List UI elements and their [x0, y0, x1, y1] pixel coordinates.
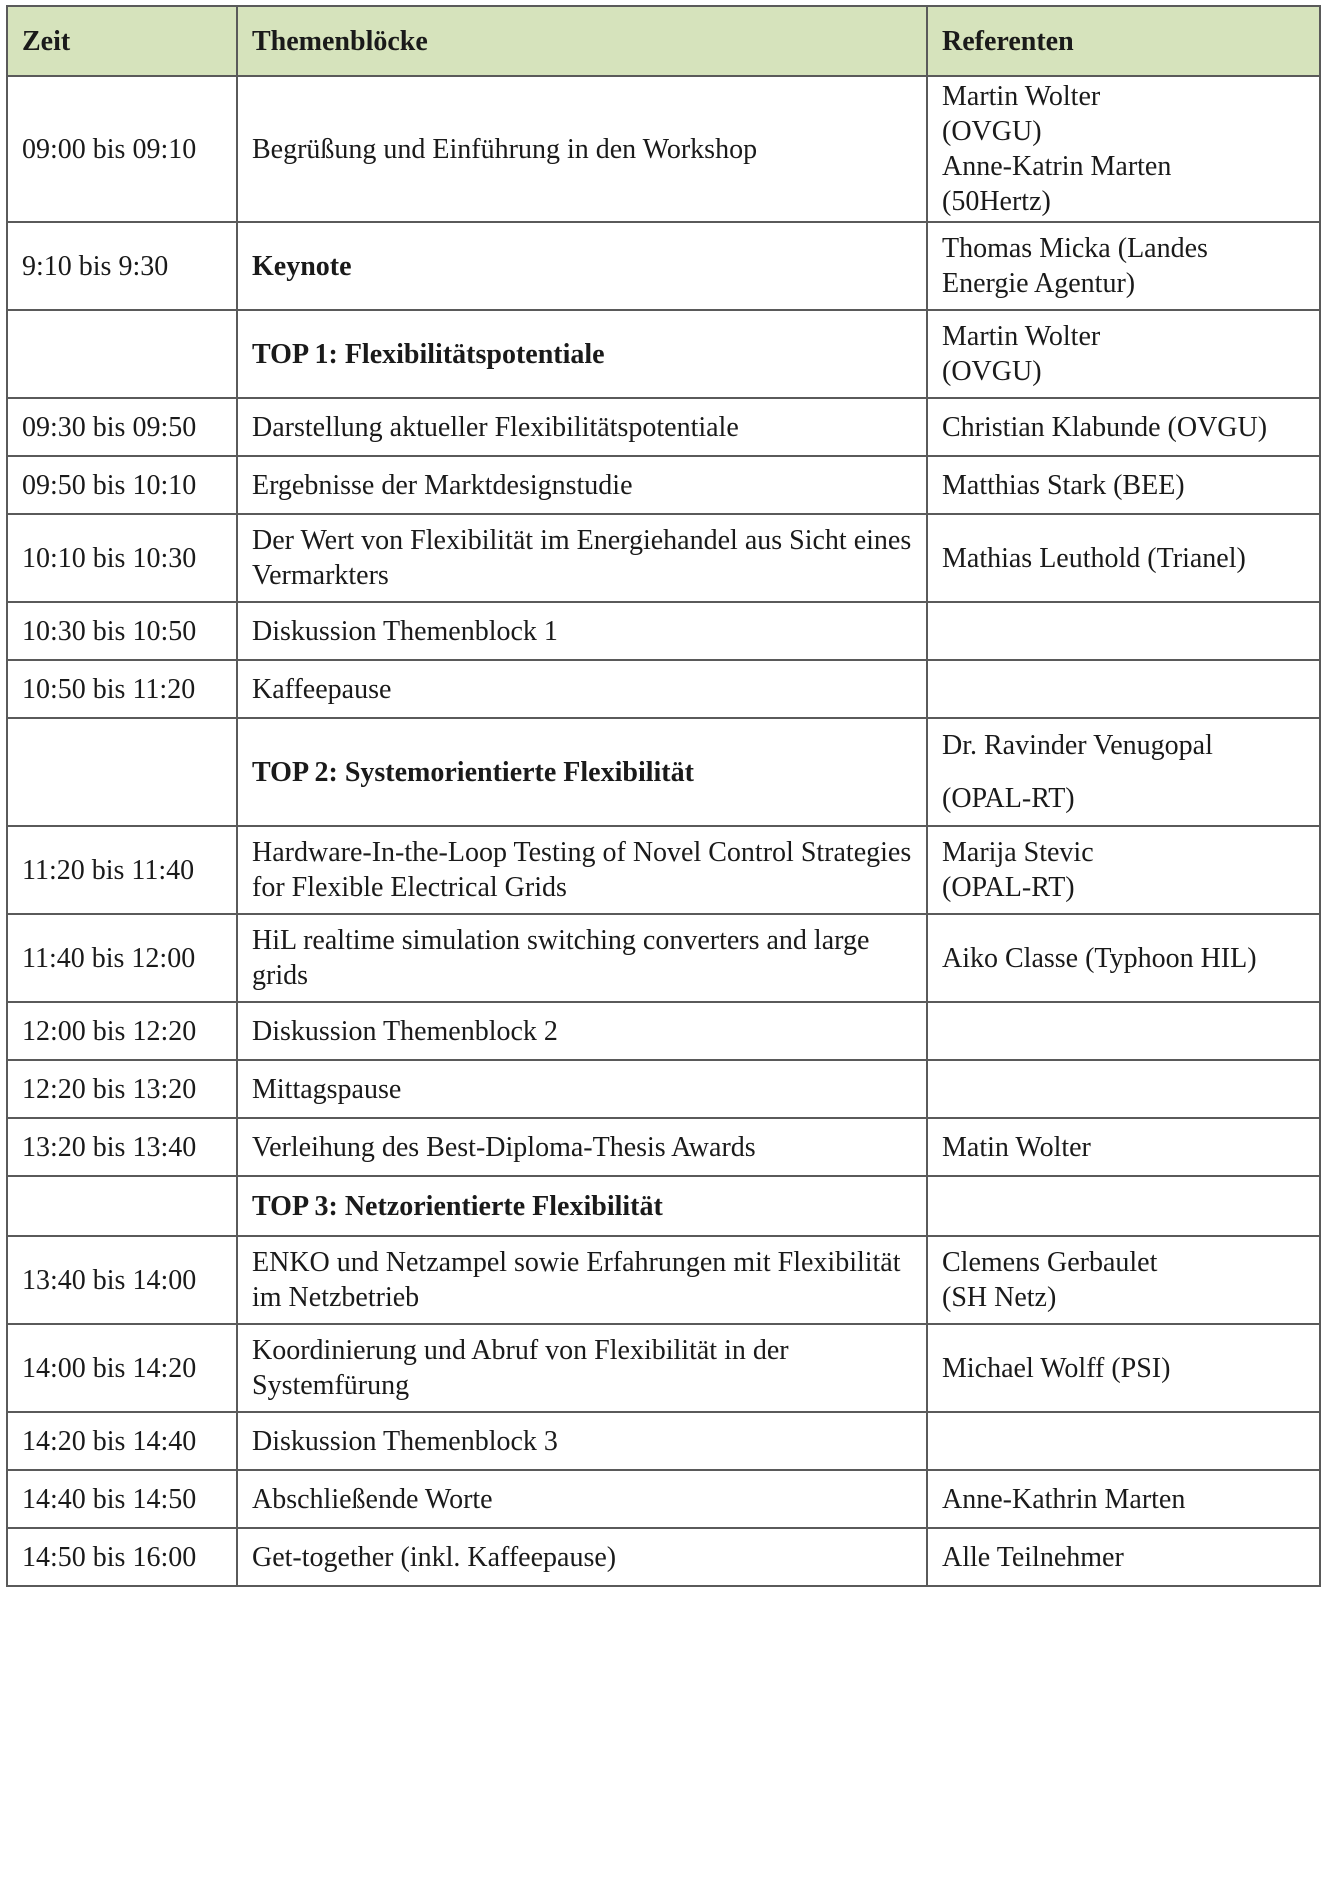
table-row: [7, 1412, 1320, 1470]
time-cell: 12:00 bis 12:20: [7, 1002, 237, 1060]
speaker-line: Matin Wolter: [942, 1131, 1091, 1163]
time-cell: [7, 718, 237, 826]
topic-cell: Verleihung des Best-Diploma-Thesis Awards: [237, 1118, 927, 1176]
speaker-cell: [927, 914, 1320, 1002]
topic-cell: Der Wert von Flexibilität im Energiehandel aus Sicht eines Vermarkters: [237, 514, 927, 602]
time-cell: 09:00 bis 09:10: [7, 76, 237, 222]
table-row: [7, 1002, 1320, 1060]
time-cell: 11:20 bis 11:40: [7, 826, 237, 914]
topic-cell: Get-together (inkl. Kaffeepause): [237, 1528, 927, 1586]
topic-cell: TOP 2: Systemorientierte Flexibilität: [237, 718, 927, 826]
time-cell: 12:20 bis 13:20: [7, 1060, 237, 1118]
speaker-cell: [927, 1176, 1320, 1236]
speaker-cell: [927, 1002, 1320, 1060]
topic-cell: Hardware-In-the-Loop Testing of Novel Control Strategies for Flexible Electrical Grids: [237, 826, 927, 914]
topic-cell: TOP 1: Flexibilitätspotentiale: [237, 310, 927, 398]
speaker-line: Mathias Leuthold (Trianel): [942, 542, 1246, 574]
topic-cell: Abschließende Worte: [237, 1470, 927, 1528]
speaker-line: Michael Wolff (PSI): [942, 1352, 1171, 1384]
speaker-cell: [927, 1528, 1320, 1586]
agenda-table: [6, 5, 1321, 1587]
speaker-cell: [927, 222, 1320, 310]
topic-cell: ENKO und Netzampel sowie Erfahrungen mit Flexibilität im Netzbetrieb: [237, 1236, 927, 1324]
topic-cell: Ergebnisse der Marktdesignstudie: [237, 456, 927, 514]
time-cell: 13:20 bis 13:40: [7, 1118, 237, 1176]
topic-cell: Koordinierung und Abruf von Flexibilität in der Systemfürung: [237, 1324, 927, 1412]
speaker-line: Matthias Stark (BEE): [942, 469, 1185, 501]
speaker-cell: [927, 310, 1320, 398]
table-row: [7, 1236, 1320, 1324]
speaker-cell: [927, 514, 1320, 602]
speaker-line: Martin Wolter: [942, 81, 1101, 112]
speaker-line: Energie Agentur): [942, 268, 1136, 299]
time-cell: [7, 310, 237, 398]
time-cell: [7, 1176, 237, 1236]
speaker-line: Aiko Classe (Typhoon HIL): [942, 942, 1257, 974]
header-row: [7, 6, 1320, 76]
speaker-line: Alle Teilnehmer: [942, 1541, 1124, 1573]
table-row: [7, 310, 1320, 398]
time-cell: 14:20 bis 14:40: [7, 1412, 237, 1470]
table-row: [7, 718, 1320, 826]
topic-cell: Kaffeepause: [237, 660, 927, 718]
speaker-line: (OVGU): [942, 116, 1042, 147]
speaker-line: (OVGU): [942, 356, 1042, 387]
topic-cell: Diskussion Themenblock 3: [237, 1412, 927, 1470]
speaker-line: Clemens Gerbaulet: [942, 1247, 1158, 1278]
speaker-cell: [927, 398, 1320, 456]
speaker-line: (OPAL-RT): [942, 783, 1075, 814]
speaker-cell: [927, 456, 1320, 514]
speaker-line: Marija Stevic: [942, 837, 1094, 868]
speaker-cell: [927, 602, 1320, 660]
topic-cell: Diskussion Themenblock 2: [237, 1002, 927, 1060]
header-zeit: Zeit: [7, 6, 237, 76]
topic-cell: Darstellung aktueller Flexibilitätspotentiale: [237, 398, 927, 456]
topic-cell: Mittagspause: [237, 1060, 927, 1118]
topic-cell: Keynote: [237, 222, 927, 310]
time-cell: 9:10 bis 9:30: [7, 222, 237, 310]
header-themenbloecke: Themenblöcke: [237, 6, 927, 76]
time-cell: 13:40 bis 14:00: [7, 1236, 237, 1324]
table-row: [7, 222, 1320, 310]
topic-cell: TOP 3: Netzorientierte Flexibilität: [237, 1176, 927, 1236]
table-row: [7, 456, 1320, 514]
speaker-cell: [927, 1060, 1320, 1118]
table-row: [7, 1324, 1320, 1412]
table-row: [7, 1060, 1320, 1118]
agenda-body: [7, 76, 1320, 1586]
table-row: [7, 914, 1320, 1002]
speaker-cell: [927, 1470, 1320, 1528]
table-row: [7, 514, 1320, 602]
speaker-cell: [927, 1412, 1320, 1470]
table-row: [7, 660, 1320, 718]
header-referenten: Referenten: [927, 6, 1320, 76]
agenda-table-container: [6, 5, 1321, 1587]
time-cell: 14:00 bis 14:20: [7, 1324, 237, 1412]
time-cell: 11:40 bis 12:00: [7, 914, 237, 1002]
time-cell: 09:50 bis 10:10: [7, 456, 237, 514]
time-cell: 10:50 bis 11:20: [7, 660, 237, 718]
speaker-cell: [927, 826, 1320, 914]
speaker-line: Martin Wolter: [942, 321, 1101, 352]
table-row: [7, 1528, 1320, 1586]
speaker-cell: [927, 1118, 1320, 1176]
speaker-cell: [927, 660, 1320, 718]
speaker-line: (50Hertz): [942, 186, 1051, 217]
time-cell: 14:50 bis 16:00: [7, 1528, 237, 1586]
table-row: [7, 398, 1320, 456]
time-cell: 10:10 bis 10:30: [7, 514, 237, 602]
table-row: [7, 1118, 1320, 1176]
topic-cell: HiL realtime simulation switching converters and large grids: [237, 914, 927, 1002]
speaker-line: Dr. Ravinder Venugopal: [942, 730, 1213, 761]
speaker-line: Thomas Micka (Landes: [942, 233, 1208, 264]
topic-cell: Diskussion Themenblock 1: [237, 602, 927, 660]
speaker-line: (OPAL-RT): [942, 872, 1075, 903]
time-cell: 09:30 bis 09:50: [7, 398, 237, 456]
speaker-cell: [927, 1324, 1320, 1412]
table-row: [7, 602, 1320, 660]
topic-cell: Begrüßung und Einführung in den Workshop: [237, 76, 927, 222]
speaker-line: Christian Klabunde (OVGU): [942, 411, 1268, 443]
time-cell: 14:40 bis 14:50: [7, 1470, 237, 1528]
table-row: [7, 1176, 1320, 1236]
table-row: [7, 826, 1320, 914]
table-row: [7, 1470, 1320, 1528]
speaker-line: (SH Netz): [942, 1282, 1057, 1313]
table-row: [7, 76, 1320, 222]
speaker-cell: [927, 1236, 1320, 1324]
speaker-cell: [927, 76, 1320, 222]
speaker-line: Anne-Kathrin Marten: [942, 1483, 1186, 1515]
time-cell: 10:30 bis 10:50: [7, 602, 237, 660]
speaker-line: Anne-Katrin Marten: [942, 151, 1172, 182]
speaker-cell: [927, 718, 1320, 826]
